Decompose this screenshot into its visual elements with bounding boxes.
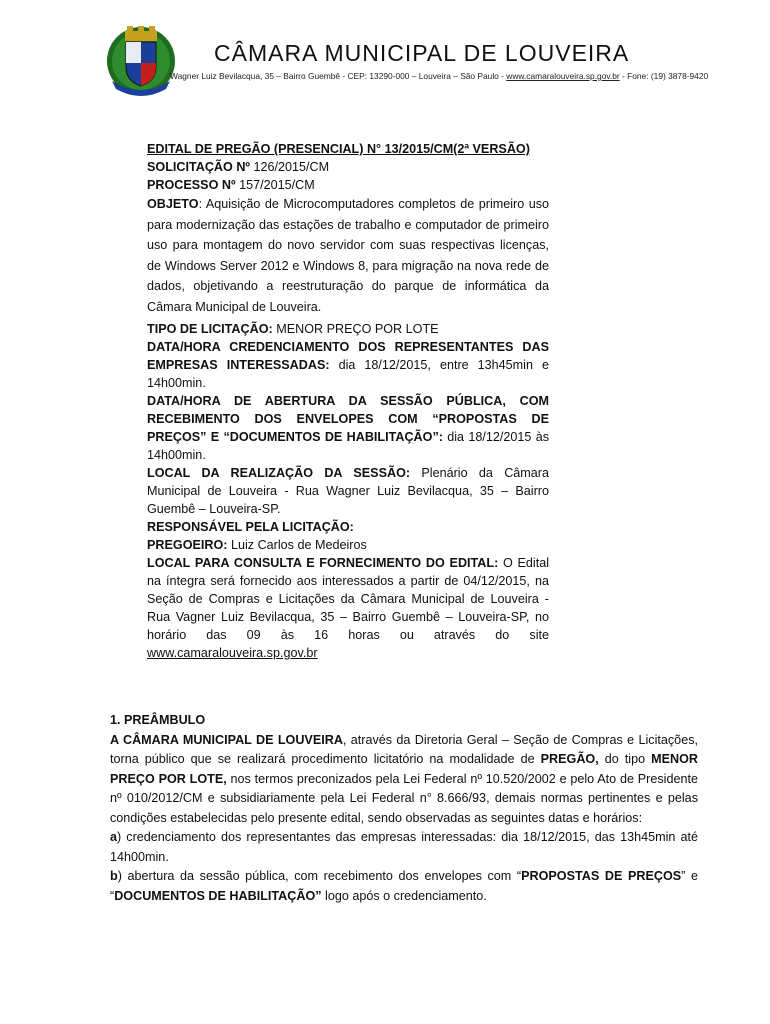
preambulo-text-1: , através da Diretoria Geral – Seção de Compras e Licitações, torna público que se realizará procedimento licitatório na modalidade de <box>110 732 698 766</box>
solicitacao-label: SOLICITAÇÃO Nº <box>147 160 251 174</box>
item-b-text-2: ” e “ <box>110 869 698 903</box>
pregoeiro-label: PREGOEIRO: <box>147 537 228 552</box>
consulta-site-link[interactable]: www.camaralouveira.sp.gov.br <box>147 645 318 660</box>
item-b <box>110 867 698 906</box>
tipo-value: MENOR PREÇO POR LOTE <box>272 321 439 336</box>
edital-title: EDITAL DE PREGÃO (PRESENCIAL) N° 13/2015/CM(2ª VERSÃO) <box>147 142 530 156</box>
header-address <box>170 71 708 81</box>
abertura-paragraph <box>147 392 549 464</box>
responsavel-label: RESPONSÁVEL PELA LICITAÇÃO: <box>147 519 354 534</box>
item-a-label: a <box>110 830 118 844</box>
item-b-documentos: DOCUMENTOS DE HABILITAÇÃO” <box>114 888 322 903</box>
item-b-label: b <box>110 869 118 883</box>
edital-summary <box>147 140 549 662</box>
consulta-label: LOCAL PARA CONSULTA E FORNECIMENTO DO EDITAL: <box>147 555 499 570</box>
phone-text: - Fone: (19) 3878-9420 <box>619 71 709 81</box>
item-b-text-1: ) abertura da sessão pública, com recebimento dos envelopes com “ <box>117 869 522 883</box>
preambulo-text-3: nos termos preconizados pela Lei Federal nº 10.520/2002 e pelo Ato de Presidente nº 010/2012/CM e subsidiariamente pela Lei Federal n° 8.666/93, demais normas pertinentes e pelas condições estabelecidas pelo presente edital, sendo observadas as seguintes datas e horários: <box>110 771 698 825</box>
consulta-paragraph <box>147 554 549 662</box>
local-label: LOCAL DA REALIZAÇÃO DA SESSÃO: <box>147 465 411 480</box>
modalidade-pregao: PREGÃO, <box>540 752 599 766</box>
objeto-paragraph <box>147 194 549 318</box>
objeto-label: OBJETO <box>147 197 199 211</box>
pregoeiro-value: Luiz Carlos de Medeiros <box>227 537 367 552</box>
objeto-text: : Aquisição de Microcomputadores completos de primeiro uso para modernização das estações de trabalho e computador de primeiro uso para montagem do novo servidor com suas respectivas licenças, de Windows Server 2012 e Windows 8, para migração na nova rede de dados, objetivando a reestruturação do parque de informática da Câmara Municipal de Louveira. <box>147 197 549 314</box>
tipo-menor-preco: MENOR PREÇO POR LOTE, <box>110 752 699 786</box>
local-paragraph <box>147 464 549 518</box>
processo-label: PROCESSO Nº <box>147 178 236 192</box>
processo-value: 157/2015/CM <box>235 178 315 192</box>
website-link[interactable]: www.camaralouveira.sp.gov.br <box>506 71 620 81</box>
address-text: Wagner Luiz Bevilacqua, 35 – Bairro Guembê - CEP: 13290-000 – Louveira – São Paulo - <box>170 71 507 81</box>
preambulo-paragraph <box>110 731 698 829</box>
municipal-crest-logo <box>104 23 178 97</box>
solicitacao-value: 126/2015/CM <box>250 160 330 174</box>
credenciamento-paragraph <box>147 338 549 392</box>
item-b-propostas: PROPOSTAS DE PREÇOS <box>521 869 682 883</box>
local-value: Plenário da Câmara Municipal de Louveira - Rua Wagner Luiz Bevilacqua, 35 – Bairro Guembê – Louveira-SP. <box>147 465 549 516</box>
tipo-label: TIPO DE LICITAÇÃO: <box>147 321 273 336</box>
item-a <box>110 828 698 867</box>
camara-name: A CÂMARA MUNICIPAL DE LOUVEIRA <box>110 732 343 747</box>
credenciamento-label: DATA/HORA CREDENCIAMENTO DOS REPRESENTANTES DAS EMPRESAS INTERESSADAS: <box>147 339 549 372</box>
consulta-value: O Edital na íntegra será fornecido aos interessados a partir de 04/12/2015, na Seção de Compras e Licitações da Câmara Municipal de Louveira - Rua Vagner Luiz Bevilacqua, 35 – Bairro Guembê – Louveira-SP, no horário das 09 às 16 horas ou através do site <box>147 555 550 642</box>
institution-title: CÂMARA MUNICIPAL DE LOUVEIRA <box>214 40 630 66</box>
preambulo-section <box>110 711 698 906</box>
credenciamento-value: dia 18/12/2015, entre 13h45min e 14h00min. <box>147 357 549 390</box>
abertura-value: dia 18/12/2015 às 14h00min. <box>147 429 549 462</box>
item-a-text: ) credenciamento dos representantes das empresas interessadas: dia 18/12/2015, das 13h45min até 14h00min. <box>110 830 698 864</box>
abertura-label: DATA/HORA DE ABERTURA DA SESSÃO PÚBLICA, COM RECEBIMENTO DOS ENVELOPES COM “PROPOSTAS DE PREÇOS” E “DOCUMENTOS DE HABILITAÇÃO”: <box>147 393 549 444</box>
preambulo-heading: 1. PREÂMBULO <box>110 713 206 727</box>
item-b-text-3: logo após o credenciamento. <box>321 888 487 903</box>
preambulo-text-2: do tipo <box>598 752 652 766</box>
